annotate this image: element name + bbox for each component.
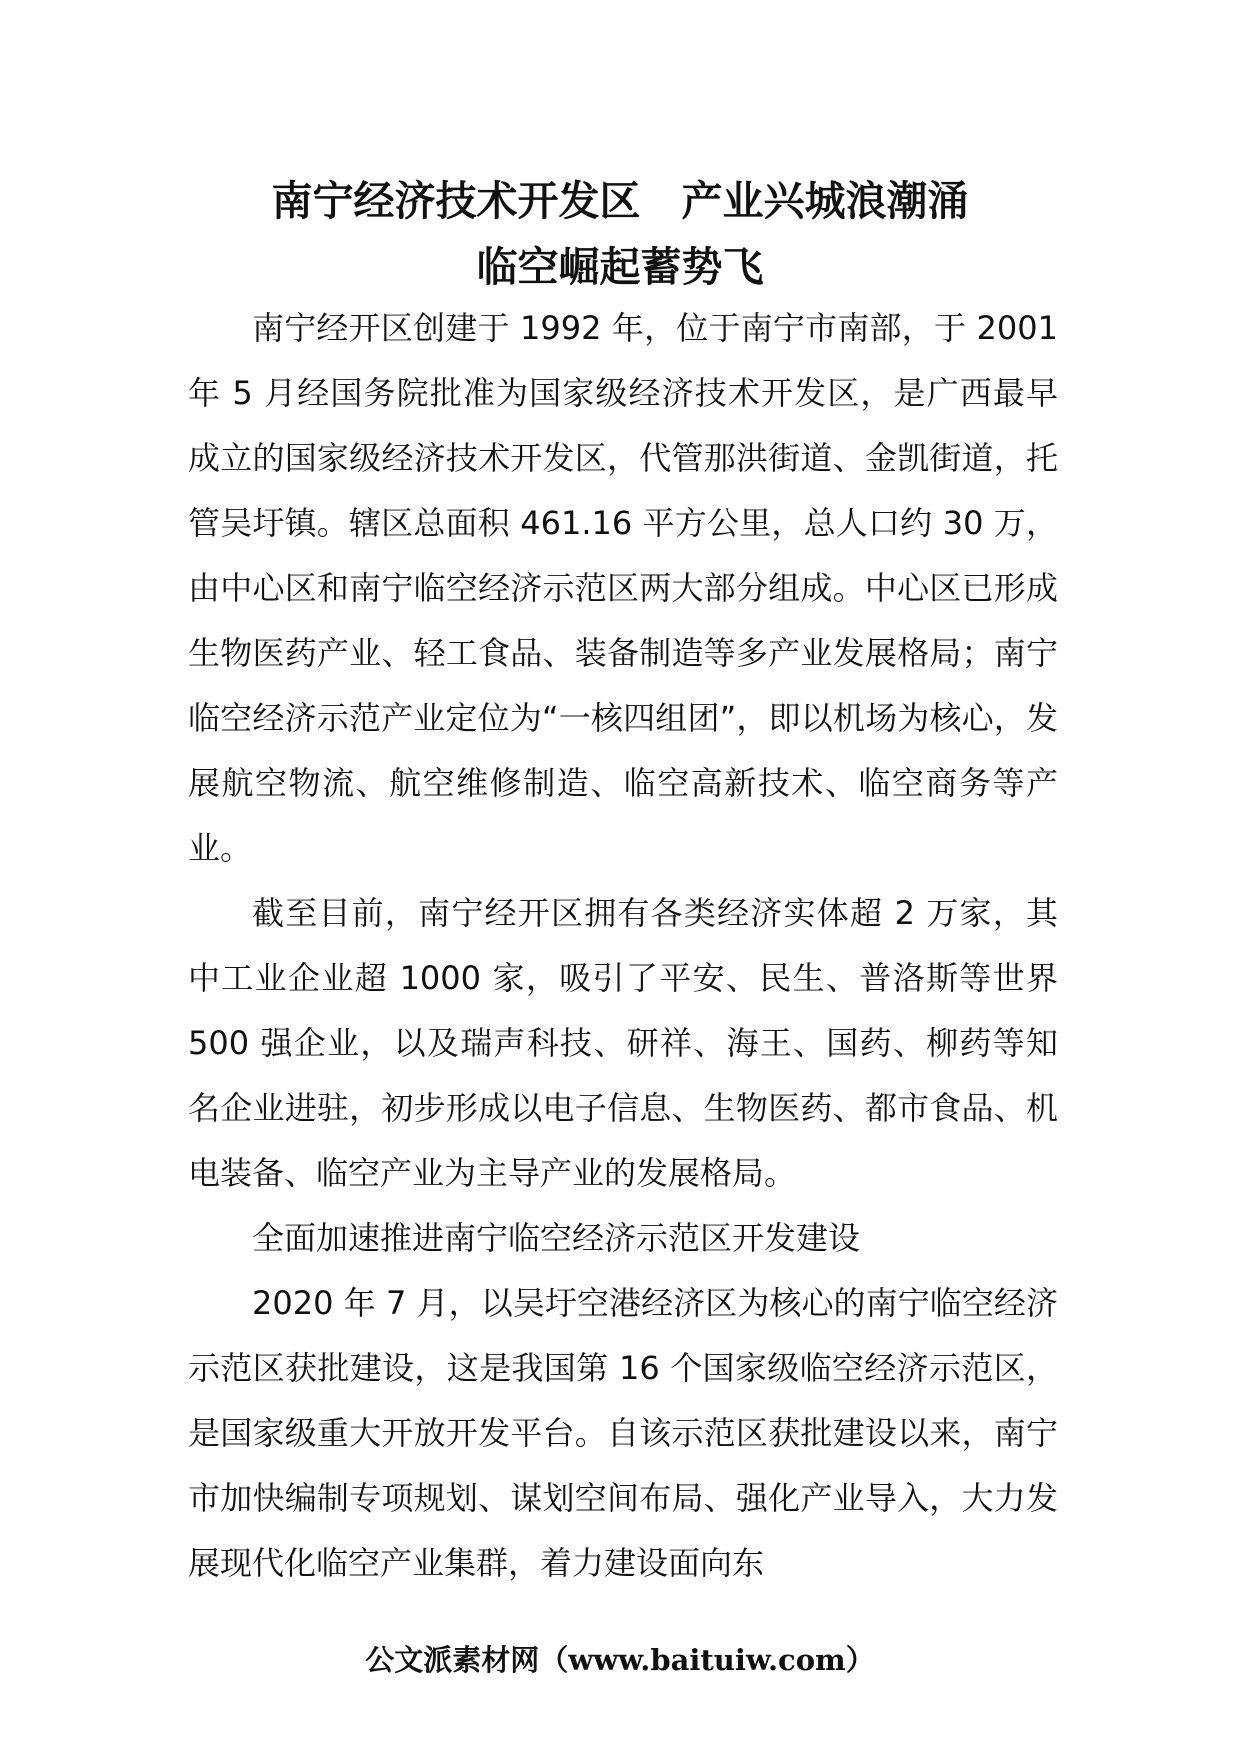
- paragraph-airport-zone: 2020 年 7 月，以吴圩空港经济区为核心的南宁临空经济示范区获批建设，这是我国第 16 个国家级临空经济示范区，是国家级重大开放开发平台。自该示范区获批建设以来，南宁市加快编制专项规划、谋划空间布局、强化产业导入，大力发展现代化临空产业集群，着力建设面向东: [188, 1284, 1058, 1582]
- footer-watermark: 公文派素材网（www.baituiw.com）: [365, 1643, 875, 1677]
- section-subheading: 全面加速推进南宁临空经济示范区开发建设: [252, 1219, 861, 1257]
- document-body: [188, 296, 1058, 1596]
- title-line-1: 南宁经济技术开发区 产业兴城浪潮涌: [271, 177, 969, 225]
- paragraph-enterprises: 截至目前，南宁经开区拥有各类经济实体超 2 万家，其中工业企业超 1000 家，吸引了平安、民生、普洛斯等世界 500 强企业，以及瑞声科技、研祥、海王、国药、柳药等知名企业进驻，初步形成以电子信息、生物医药、都市食品、机电装备、临空产业为主导产业的发展格局。: [188, 894, 1058, 1192]
- title-line-2: 临空崛起蓄势飞: [476, 243, 764, 291]
- paragraph-intro: 南宁经开区创建于 1992 年，位于南宁市南部，于 2001 年 5 月经国务院批准为国家级经济技术开发区，是广西最早成立的国家级经济技术开发区，代管那洪街道、金凯街道，托管吴圩镇。辖区总面积 461.16 平方公里，总人口约 30 万，由中心区和南宁临空经济示范区两大部分组成。中心区已形成生物医药产业、轻工食品、装备制造等多产业发展格局；南宁临空经济示范产业定位为“一核四组团”，即以机场为核心，发展航空物流、航空维修制造、临空高新技术、临空商务等产业。: [188, 309, 1058, 867]
- document-title: [150, 168, 1090, 300]
